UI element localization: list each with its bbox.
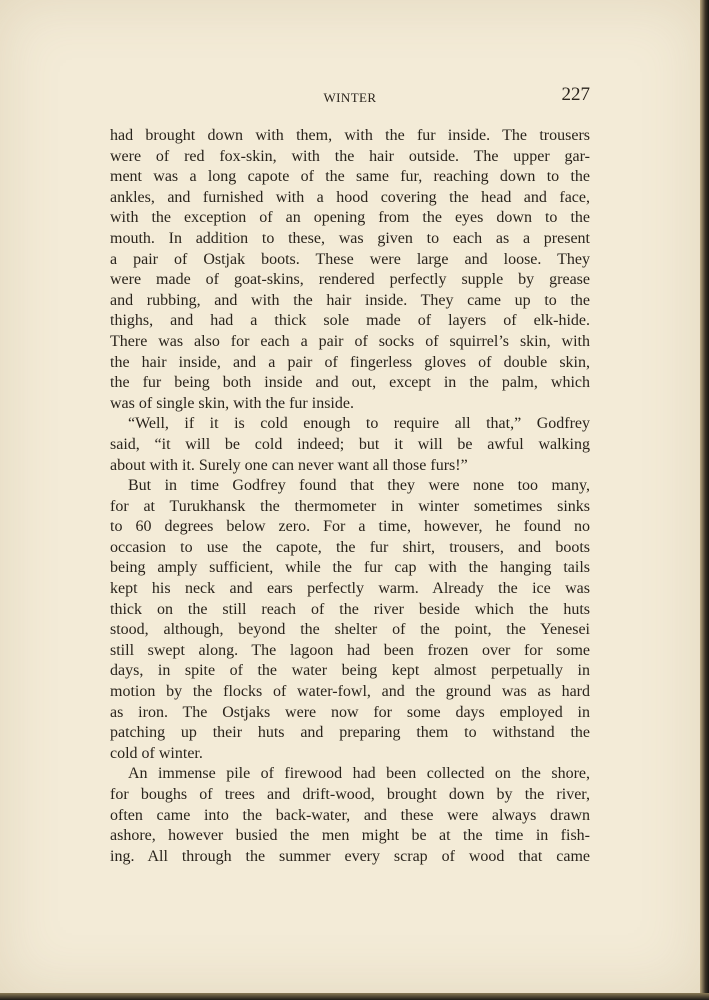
text-line: kept his neck and ears perfectly warm. Already the ice was — [110, 580, 590, 598]
text-line: were of red fox-skin, with the hair outside. The upper gar- — [110, 147, 590, 165]
text-line: had brought down with them, with the fur inside. The trousers — [110, 127, 590, 144]
text-line: days, in spite of the water being kept almost perpetually in — [110, 662, 590, 680]
text-line: often came into the back-water, and these were always drawn — [110, 806, 590, 824]
body-text — [110, 126, 590, 867]
page-edge-right — [700, 0, 709, 1000]
text-line: was of single skin, with the fur inside. — [110, 394, 354, 412]
text-line: There was also for each a pair of socks of squirrel’s skin, with — [110, 332, 590, 350]
text-line: the hair inside, and a pair of fingerless gloves of double skin, — [110, 353, 590, 371]
text-line: for at Turukhansk the thermometer in winter sometimes sinks — [110, 497, 590, 515]
text-line: mouth. In addition to these, was given to each as a present — [110, 229, 590, 247]
text-line: cold of winter. — [110, 744, 203, 762]
text-line: occasion to use the capote, the fur shirt, trousers, and boots — [110, 538, 590, 556]
text-line: with the exception of an opening from the eyes down to the — [110, 209, 590, 227]
text-line: patching up their huts and preparing them to withstand the — [110, 724, 590, 742]
text-line: a pair of Ostjak boots. These were large and loose. They — [110, 250, 590, 268]
text-line: stood, although, beyond the shelter of the point, the Yenesei — [110, 621, 590, 639]
text-line: ashore, however busied the men might be at the time in fish- — [110, 827, 590, 845]
text-line: about with it. Surely one can never want all those furs!” — [110, 456, 468, 474]
text-line: thighs, and had a thick sole made of layers of elk-hide. — [110, 312, 590, 330]
page-edge-bottom — [0, 993, 709, 1000]
text-line: for boughs of trees and drift-wood, brought down by the river, — [110, 786, 590, 803]
text-line: said, “it will be cold indeed; but it will be awful walking — [110, 435, 590, 453]
text-line: were made of goat-skins, rendered perfectly supple by grease — [110, 271, 590, 289]
text-line: motion by the flocks of water-fowl, and the ground was as hard — [110, 683, 590, 701]
running-title: WINTER — [323, 90, 377, 105]
text-line: the fur being both inside and out, except in the palm, which — [110, 374, 590, 392]
text-line: thick on the still reach of the river beside which the huts — [110, 600, 590, 618]
text-line: as iron. The Ostjaks were now for some days employed in — [110, 703, 590, 721]
text-line: being amply sufficient, while the fur cap with the hanging tails — [110, 559, 590, 577]
text-line: and rubbing, and with the hair inside. They came up to the — [110, 291, 590, 309]
page-number: 227 — [561, 84, 590, 105]
text-line: ankles, and furnished with a hood covering the head and face, — [110, 188, 590, 206]
running-head — [110, 84, 590, 108]
text-line: ing. All through the summer every scrap of wood that came — [110, 847, 590, 865]
text-line: But in time Godfrey found that they were none too many, — [128, 477, 590, 495]
text-line: to 60 degrees below zero. For a time, however, he found no — [110, 518, 590, 536]
text-line: ment was a long capote of the same fur, reaching down to the — [110, 168, 590, 186]
text-line: still swept along. The lagoon had been frozen over for some — [110, 641, 590, 659]
text-line: An immense pile of firewood had been collected on the shore, — [128, 765, 590, 783]
text-line: “Well, if it is cold enough to require all that,” Godfrey — [128, 415, 590, 433]
